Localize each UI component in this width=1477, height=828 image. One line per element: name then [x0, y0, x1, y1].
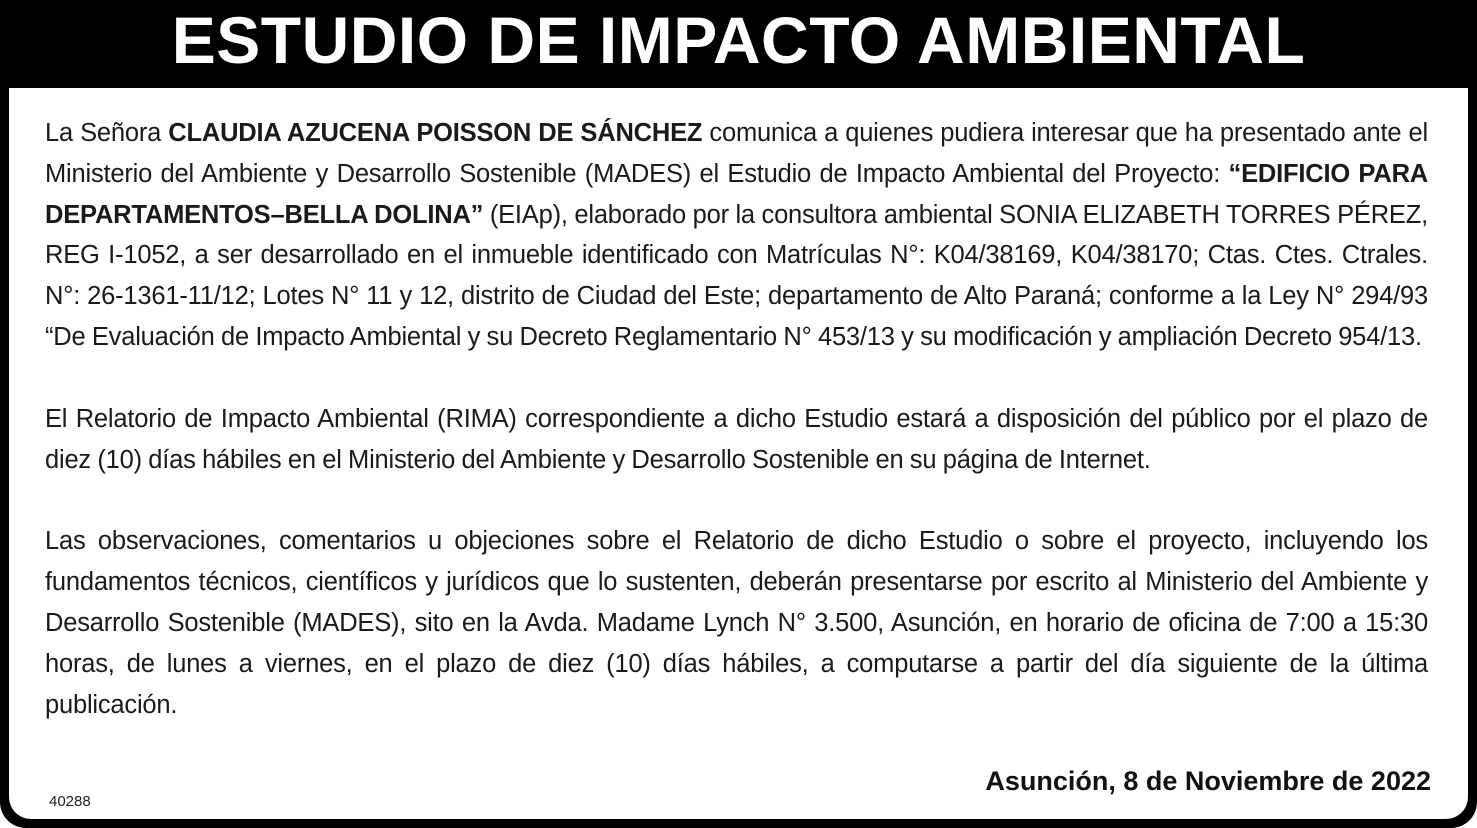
title-bar [0, 0, 1477, 86]
ad-code: 40288 [49, 793, 91, 810]
paragraph-announcement [45, 113, 1428, 358]
paragraph-rima-availability: El Relatorio de Impacto Ambiental (RIMA) correspondiente a dicho Estudio estará a disposición del público por el plazo de diez (10) días hábiles en el Ministerio del Ambiente y Desarrollo Sostenible en su página de Internet. [45, 404, 1428, 474]
project-name: “EDIFICIO PARA DEPARTAMENTOS–BELLA DOLINA” [45, 159, 1428, 229]
paragraph-text-b: (EIAp), elaborado por la consultora ambiental SONIA ELIZABETH TORRES PÉREZ, REG I-1052, a ser desarrollado en el inmueble identificado con Matrículas N°: K04/38169, K04/38170; Ctas. Ctes. Ctrales. N°: 26-1361-11/12; Lotes N° 11 y 12, distrito de Ciudad del Este; departamento de Alto Paraná; conforme a la Ley N° 294/93 “De Evaluación de Impacto Ambiental y su Decreto Reglamentario N° 453/13 y su modificación y ampliación Decreto 954/13. [45, 200, 1428, 351]
notice-body [45, 113, 1428, 725]
paragraph-intro: La Señora [45, 119, 169, 147]
date-line: Asunción, 8 de Noviembre de 2022 [985, 766, 1431, 796]
paragraph-observations: Las observaciones, comentarios u objeciones sobre el Relatorio de dicho Estudio o sobre el proyecto, incluyendo los fundamentos técnicos, científicos y jurídicos que lo sustenten, deberán presentarse por escrito al Ministerio del Ambiente y Desarrollo Sostenible (MADES), sito en la Avda. Madame Lynch N° 3.500, Asunción, en horario de oficina de 7:00 a 15:30 horas, de lunes a viernes, en el plazo de diez (10) días hábiles, a computarse a partir del día siguiente de la última publicación. [45, 527, 1428, 719]
proponent-name: CLAUDIA AZUCENA POISSON DE SÁNCHEZ [168, 119, 703, 147]
notice-title: ESTUDIO DE IMPACTO AMBIENTAL [171, 3, 1306, 77]
paragraph-text-a: comunica a quienes pudiera interesar que ha presentado ante el Ministerio del Ambiente y Desarrollo Sostenible (MADES) el Estudio de Impacto Ambiental del Proyecto: [45, 119, 1428, 188]
notice-body-panel [9, 88, 1468, 819]
